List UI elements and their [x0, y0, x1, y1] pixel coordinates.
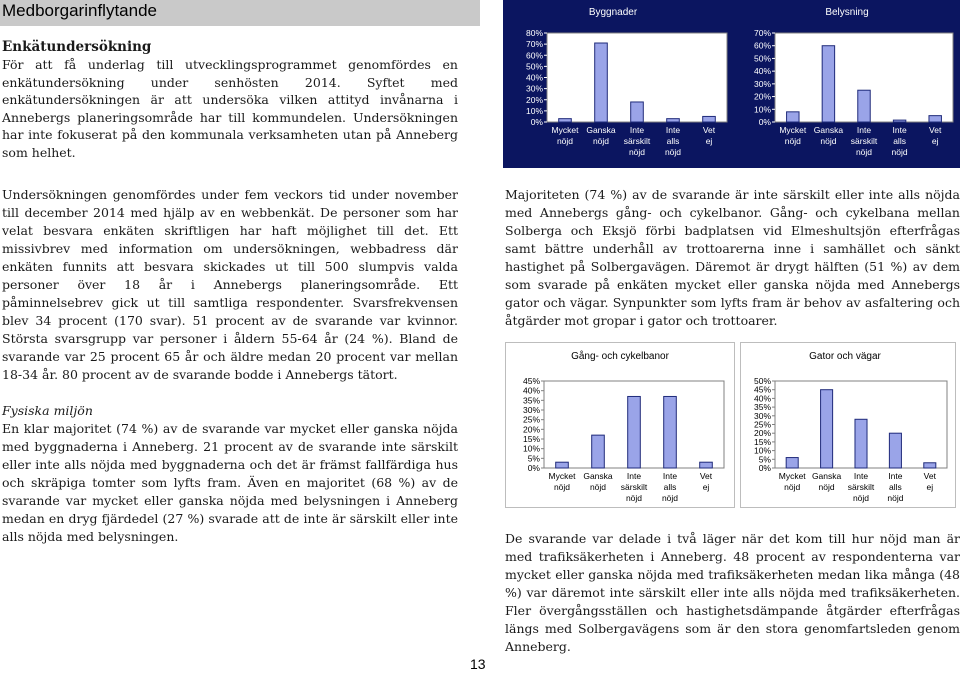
bar: [664, 396, 677, 468]
y-tick-label: 25%: [753, 419, 771, 430]
category-label: Ganska nöjd: [813, 125, 844, 146]
bar: [787, 112, 799, 122]
bar: [592, 435, 605, 468]
y-tick-label: 15%: [522, 434, 540, 444]
intro-paragraph: För att få underlag till utvecklingsprogrammet genomfördes en enkätundersökning under senhösten 2014. Syftet med enkätundersökningen är att undersöka vilken attityd invånarna i Annebergs planeringsområde har till kommundelen. Undersökningen har inte fokuserat på den kommunala verksamheten utan på Anneberg som helhet.: [2, 57, 458, 160]
y-tick-label: 30%: [753, 410, 771, 421]
physical-section: [2, 402, 458, 546]
y-tick-label: 45%: [753, 384, 771, 395]
chart-byggnader: [503, 0, 743, 168]
category-label: Inte alls nöjd: [887, 471, 904, 503]
y-tick-label: 20%: [522, 424, 540, 435]
bar: [595, 43, 608, 122]
method-section: [2, 186, 458, 384]
chart-gang-cykel: [505, 342, 735, 508]
bar: [556, 462, 569, 468]
y-tick-label: 50%: [753, 376, 771, 386]
category-label: Vet ej: [923, 471, 936, 492]
category-label: Ganska nöjd: [586, 125, 616, 146]
category-label: Inte alls nöjd: [891, 125, 908, 157]
chart-gator-vagar-svg: [741, 343, 955, 507]
bar: [628, 396, 641, 468]
y-tick-label: 10%: [522, 443, 540, 454]
bar: [700, 462, 713, 468]
chart-belysning: [743, 0, 960, 168]
y-tick-label: 50%: [753, 53, 771, 64]
bar: [786, 458, 798, 468]
category-label: Inte alls nöjd: [661, 471, 679, 503]
y-tick-label: 10%: [525, 105, 543, 116]
right-para-1: [505, 186, 960, 330]
bar: [893, 120, 905, 122]
right-paragraph-1: Majoriteten (74 %) av de svarande är inte särskilt eller inte alls nöjda med Annebergs gång- och cykelbanor. Gång- och cykelbana mellan Solberga och Eksjö förbi badplatsen vid Elmeshultsjön efterfrågas samt bättre underhåll av trottoarerna inne i samhället och sänkt hastighet på Solbergavägen. Däremot är drygt hälften (51 %) av dem som svarade på enkäten mycket eller ganska nöjda med Annebergs gator och vägar. Synpunkter som lyfts fram är behov av asfaltering och åtgärder mot gropar i gator och trottoarer.: [505, 187, 960, 328]
bar: [924, 463, 936, 468]
category-label: Ganska nöjd: [583, 471, 613, 492]
category-label: Inte särskilt nöjd: [620, 471, 648, 503]
chart-title: Belysning: [825, 7, 869, 18]
chart-title: Byggnader: [588, 7, 638, 18]
y-tick-label: 35%: [522, 395, 540, 406]
y-tick-label: 20%: [753, 91, 771, 102]
bar: [889, 433, 901, 468]
y-tick-label: 5%: [758, 454, 771, 465]
category-label: Inte alls nöjd: [664, 125, 682, 157]
y-tick-label: 50%: [525, 61, 543, 72]
y-tick-label: 60%: [525, 50, 543, 61]
bar: [703, 116, 716, 122]
y-tick-label: 35%: [753, 402, 771, 413]
y-tick-label: 60%: [753, 40, 771, 51]
category-label: Inte särskilt nöjd: [847, 471, 875, 503]
intro-section: [2, 38, 458, 161]
chart-gang-cykel-svg: [506, 343, 734, 507]
right-para-2: [505, 530, 960, 656]
bar: [667, 119, 680, 122]
subheading-physical: Fysiska miljön: [2, 403, 93, 418]
category-label: Mycket nöjd: [778, 471, 806, 492]
chart-byggnader-svg: [503, 0, 743, 168]
y-tick-label: 30%: [753, 78, 771, 89]
bar: [822, 46, 834, 122]
page-title: Medborgarinflytande: [2, 1, 157, 20]
y-tick-label: 10%: [753, 445, 771, 456]
chart-title: Gång- och cykelbanor: [571, 351, 669, 362]
page-number: 13: [470, 656, 486, 672]
y-tick-label: 45%: [522, 376, 540, 386]
category-label: Vet ej: [699, 471, 713, 492]
method-paragraph: Undersökningen genomfördes under fem veckors tid under november till december 2014 med hjälp av en webbenkät. De personer som har velat besvara enkäten skriftligen har haft möjlighet till det. Ett missivbrev med information om undersökningen, webbadress där enkäten funnits att besvara skickades ut till 500 slumpvis valda personer över 18 år i Annebergs planeringsområde. Ett påminnelsebrev gick ut till samtliga respondenter. Svarsfrekvensen blev 34 procent (170 svar). 51 procent av de svarande var kvinnor. Största svarsgrupp var personer i åldern 55-64 år (24 %). Bland de svarande var 25 procent 65 år och äldre medan 20 procent var mellan 18-34 år. 80 procent av de svarande bodde i Annebergs tätort.: [2, 187, 458, 382]
y-tick-label: 40%: [753, 393, 771, 404]
y-tick-label: 80%: [525, 28, 543, 38]
y-tick-label: 40%: [522, 385, 540, 396]
y-tick-label: 25%: [522, 414, 540, 425]
y-tick-label: 70%: [753, 28, 771, 38]
category-label: Vet ej: [929, 125, 942, 146]
bar: [821, 390, 833, 468]
y-tick-label: 40%: [525, 72, 543, 83]
y-tick-label: 30%: [522, 405, 540, 415]
y-tick-label: 15%: [753, 436, 771, 447]
category-label: Mycket nöjd: [551, 125, 579, 146]
bar: [559, 119, 572, 122]
y-tick-label: 0%: [527, 463, 540, 473]
category-label: Inte särskilt nöjd: [623, 125, 651, 157]
physical-paragraph: En klar majoritet (74 %) av de svarande var mycket eller ganska nöjda med byggnaderna i Anneberg. 21 procent av de svarande inte särskilt eller inte alls nöjda med byggnaderna och det är främst fallfärdiga hus och skräpiga tomter som lyfts fram. Även en majoritet (68 %) av de svarande var mycket eller ganska nöjda med belysningen i Anneberg medan en dryg fjärdedel (27 %) svarade att de inte är särskilt eller inte alls nöjda med belysningen.: [2, 421, 458, 544]
chart-belysning-svg: [743, 0, 960, 168]
chart-gator-vagar: [740, 342, 956, 508]
y-tick-label: 30%: [525, 83, 543, 94]
category-label: Mycket nöjd: [779, 125, 807, 146]
category-label: Ganska nöjd: [811, 471, 842, 492]
bar: [929, 116, 941, 122]
y-tick-label: 0%: [758, 463, 771, 473]
y-tick-label: 0%: [758, 117, 771, 127]
y-tick-label: 20%: [525, 94, 543, 105]
y-tick-label: 20%: [753, 428, 771, 439]
y-tick-label: 70%: [525, 39, 543, 50]
category-label: Mycket nöjd: [548, 471, 576, 492]
y-tick-label: 40%: [753, 66, 771, 77]
y-tick-label: 5%: [527, 453, 540, 464]
bar: [855, 419, 867, 468]
right-paragraph-2: De svarande var delade i två läger när det kom till hur nöjd man är med trafiksäkerheten i Anneberg. 48 procent av respondenterna var mycket eller ganska nöjda med trafiksäkerheten medan lika många (48 %) var däremot inte särskilt eller inte alls nöjda med trafiksäkerheten. Fler övergångsställen och hastighetsdämpande åtgärder efterfrågas längs med Solbergavägens som är den stora genomfartsleden genom Anneberg.: [505, 531, 960, 654]
category-label: Vet ej: [702, 125, 716, 146]
bar: [858, 90, 870, 122]
y-tick-label: 10%: [753, 104, 771, 115]
category-label: Inte särskilt nöjd: [850, 125, 878, 157]
section-heading: Enkätundersökning: [2, 39, 152, 55]
chart-title: Gator och vägar: [809, 351, 881, 362]
bar: [631, 102, 644, 122]
y-tick-label: 0%: [530, 117, 543, 127]
